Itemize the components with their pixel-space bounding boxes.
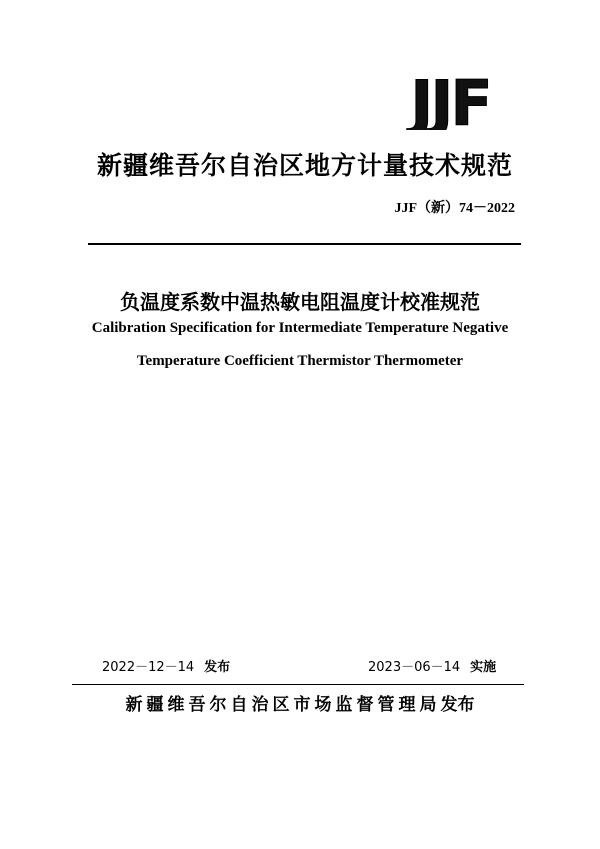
publisher-action: 发布 <box>440 695 475 715</box>
publisher <box>60 690 540 715</box>
issue-label: 发布 <box>204 660 231 675</box>
chinese-title: 负温度系数中温热敏电阻温度计校准规范 <box>120 290 480 314</box>
document-number: JJF（新）74－2022 <box>394 201 515 216</box>
effective-label: 实施 <box>470 660 497 675</box>
jjf-logo <box>385 74 515 130</box>
issue-date: 2022－12－14 <box>102 660 195 675</box>
svg-text:JJF: JJF <box>410 74 490 130</box>
publisher-name: 新疆维吾尔自治区市场监督管理局 <box>125 695 441 715</box>
effective-date: 2023－06－14 <box>368 660 461 675</box>
issue-info <box>102 656 230 675</box>
english-title-line-2: Temperature Coefficient Thermistor Thermometer <box>136 353 464 369</box>
effective-info <box>368 656 496 675</box>
divider-bottom <box>72 684 524 685</box>
divider-top <box>88 243 521 245</box>
english-title-line-1: Calibration Specification for Intermediate Temperature Negative <box>91 320 509 336</box>
series-title: 新疆维吾尔自治区地方计量技术规范 <box>96 151 513 180</box>
